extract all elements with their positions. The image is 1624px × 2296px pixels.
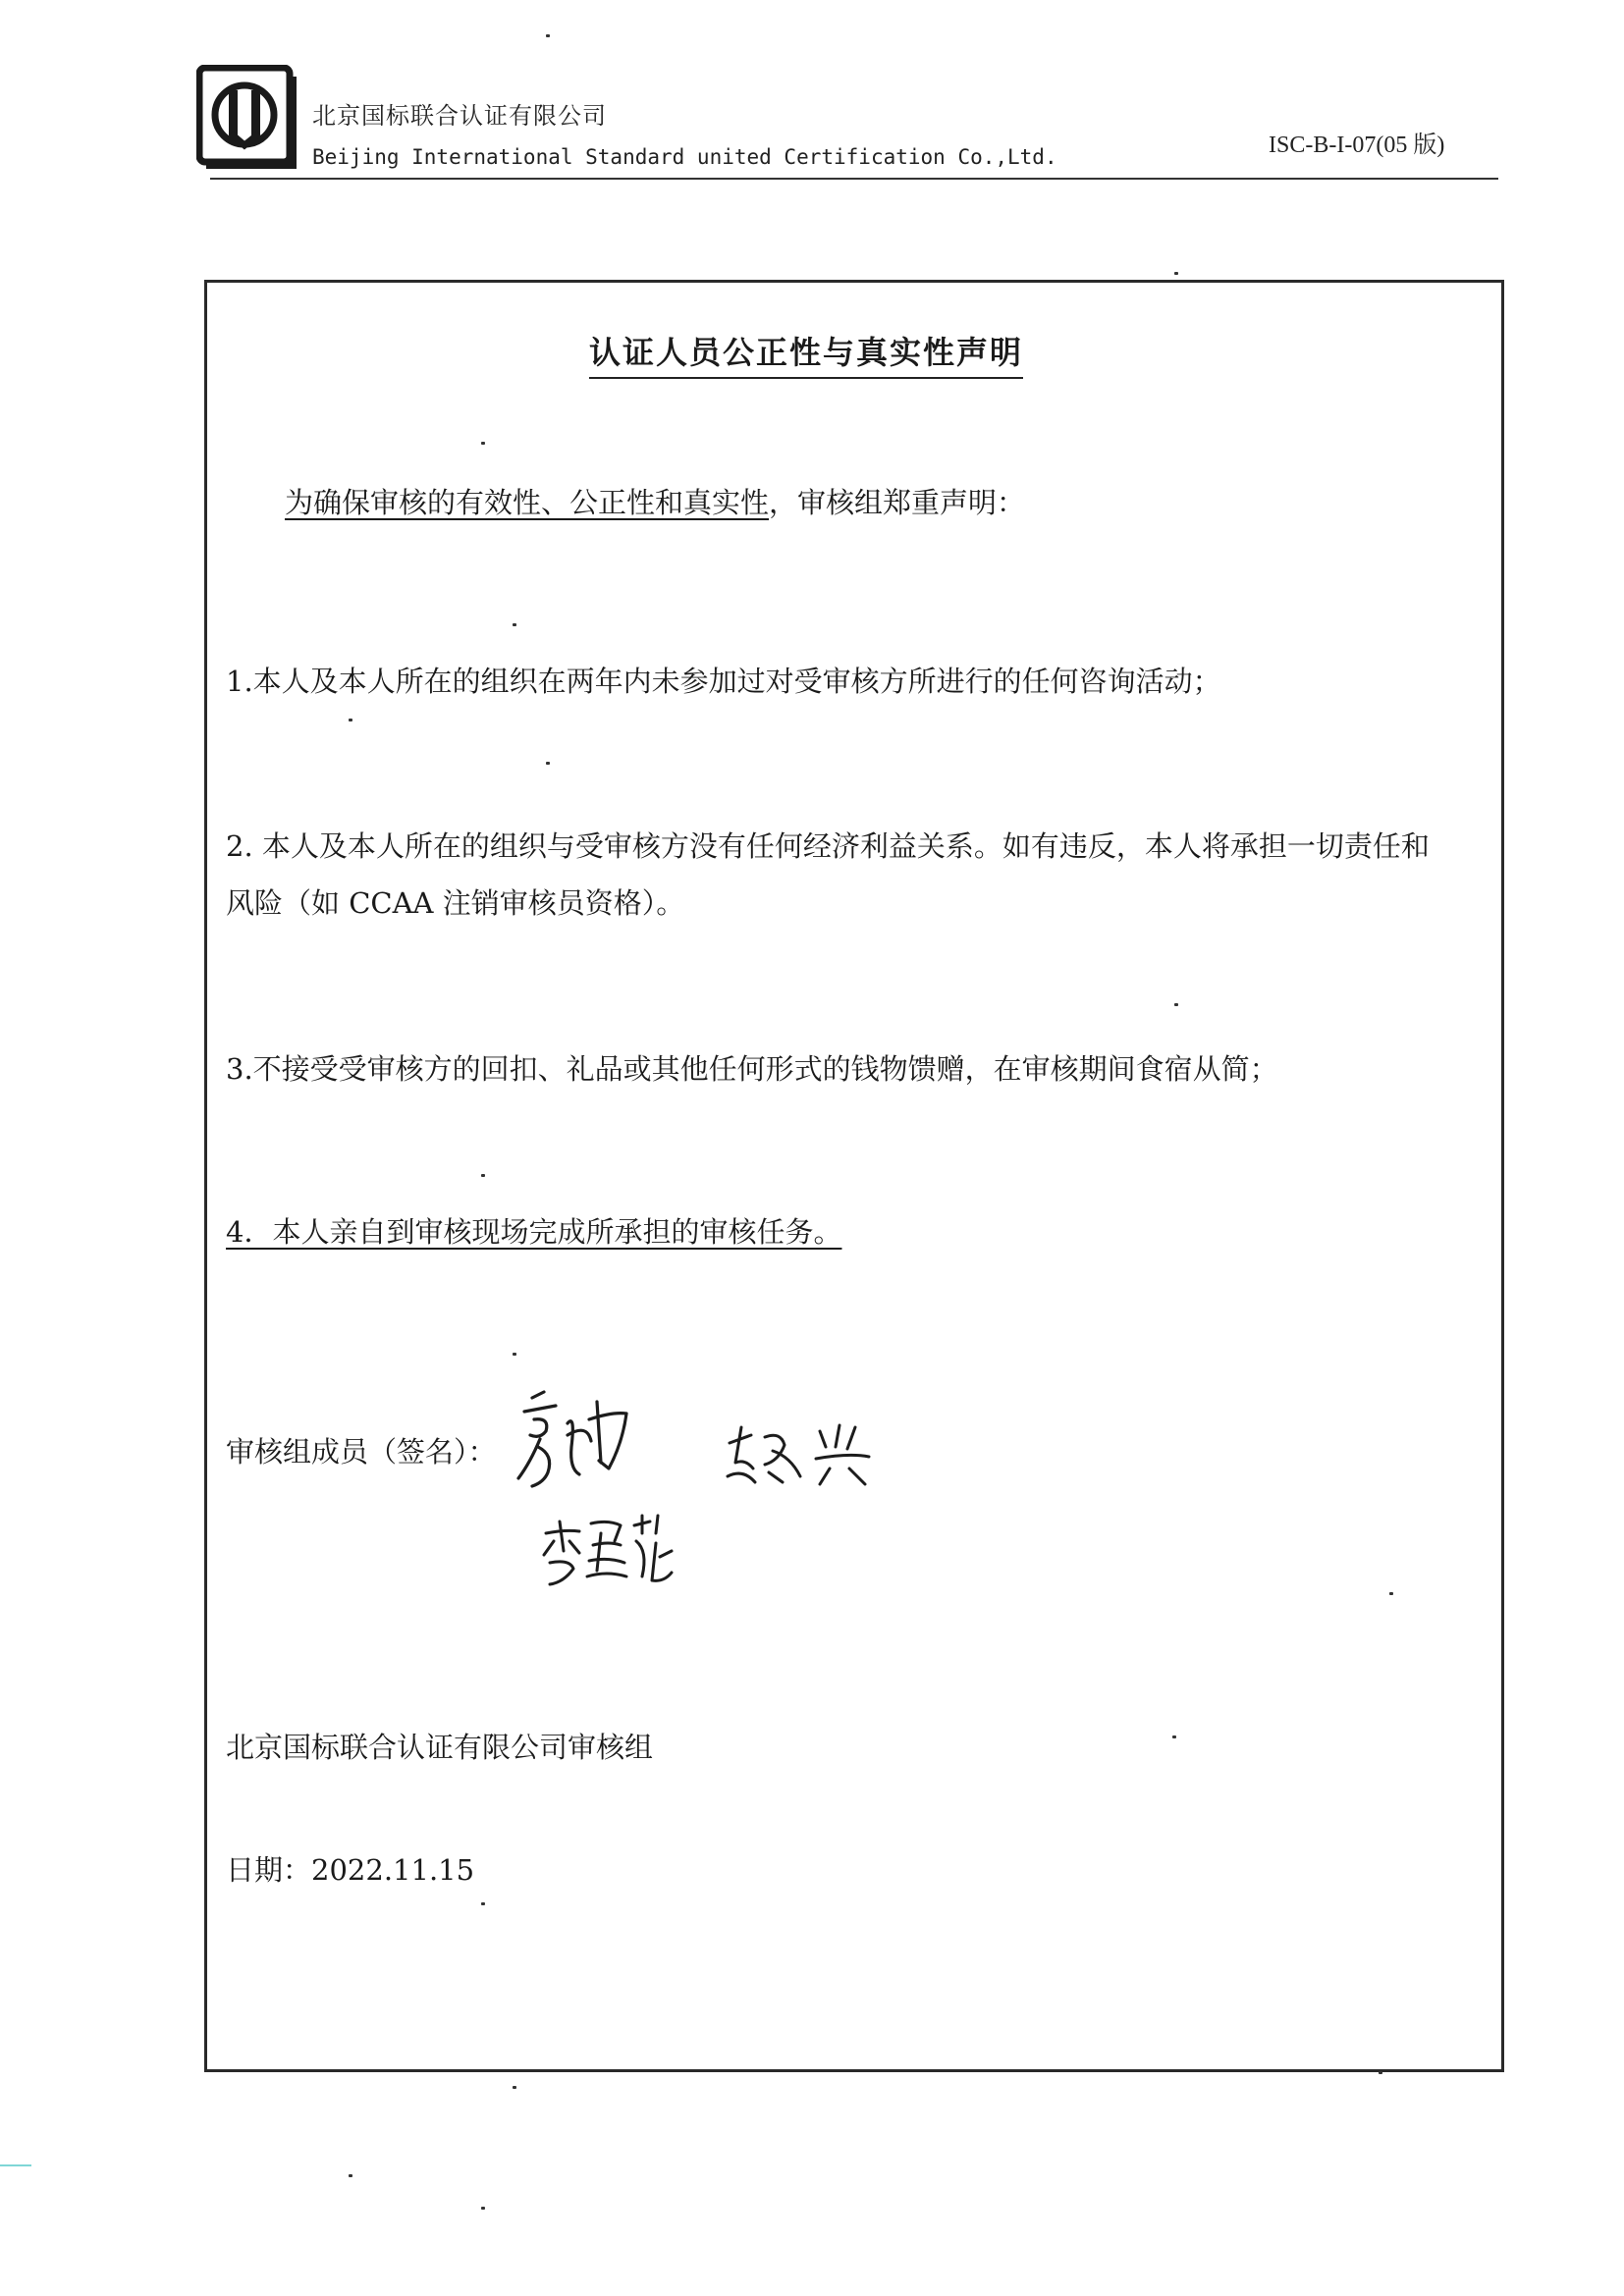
date-line xyxy=(226,1848,474,1889)
intro-underlined-text: 为确保审核的有效性、公正性和真实性 xyxy=(285,486,770,519)
document-code: ISC-B-I-07(05 版) xyxy=(1269,133,1445,158)
scan-speck xyxy=(481,442,485,445)
organization-name: 北京国标联合认证有限公司审核组 xyxy=(226,1731,654,1764)
intro-paragraph xyxy=(285,481,1025,521)
scan-speck xyxy=(513,2086,516,2089)
declaration-item-2-line-1: 2. 本人及本人所在的组织与受审核方没有任何经济利益关系。如有违反，本人将承担一切责任和 xyxy=(226,829,1430,863)
scan-speck xyxy=(513,623,516,626)
scan-speck xyxy=(513,1353,516,1356)
scan-speck xyxy=(481,2207,485,2210)
company-name-cn: 北京国标联合认证有限公司 xyxy=(312,102,607,130)
signature-1 xyxy=(511,1384,638,1492)
date-value: 2022.11.15 xyxy=(311,1853,475,1887)
scan-speck xyxy=(1174,1003,1178,1006)
page-title: 认证人员公正性与真实性声明 xyxy=(589,328,1023,379)
signature-label: 审核组成员（签名）： xyxy=(226,1435,497,1468)
scan-speck xyxy=(349,719,352,721)
scan-speck xyxy=(546,762,550,765)
company-name-en: Beijing International Standard united Certification Co.,Ltd. xyxy=(312,145,1057,169)
scan-speck xyxy=(1174,272,1178,275)
declaration-item-4: 4．本人亲自到审核现场完成所承担的审核任务。 xyxy=(226,1215,842,1249)
scan-speck xyxy=(1379,2071,1382,2074)
scan-speck xyxy=(546,34,550,37)
isc-logo-icon xyxy=(196,65,298,171)
scan-speck xyxy=(481,1902,485,1905)
scan-speck xyxy=(349,2174,352,2177)
declaration-item-3: 3.不接受受审核方的回扣、礼品或其他任何形式的钱物馈赠，在审核期间食宿从简； xyxy=(226,1052,1278,1086)
scan-speck xyxy=(481,1174,485,1177)
header-divider xyxy=(210,178,1498,180)
declaration-frame xyxy=(204,280,1504,2072)
date-label: 日期： xyxy=(226,1853,312,1887)
declaration-item-2-line-2: 风险（如 CCAA 注销审核员资格）。 xyxy=(226,886,685,920)
intro-rest-text: ，审核组郑重声明： xyxy=(769,486,1026,519)
signature-3 xyxy=(540,1512,677,1590)
scan-edge-mark xyxy=(0,2164,31,2166)
signature-2 xyxy=(722,1414,879,1492)
declaration-item-1: 1.本人及本人所在的组织在两年内未参加过对受审核方所进行的任何咨询活动； xyxy=(226,665,1221,698)
scan-speck xyxy=(1172,1735,1176,1738)
scan-speck xyxy=(1389,1592,1393,1595)
